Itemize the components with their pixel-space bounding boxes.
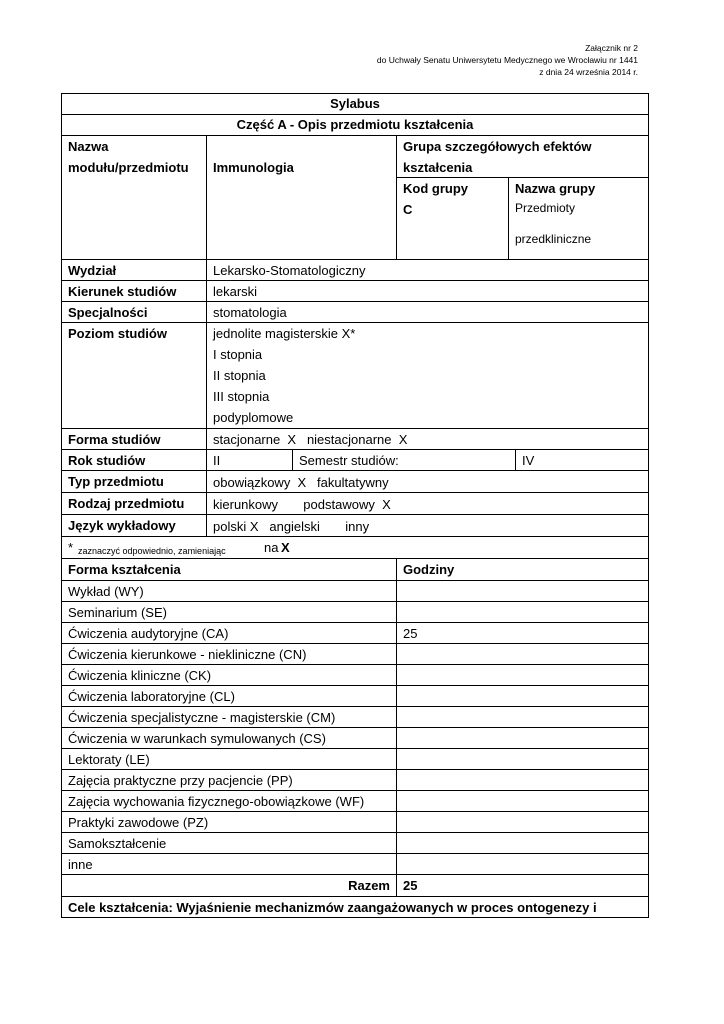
learning-goals: Cele kształcenia: Wyjaśnienie mechanizmów zaangażowanych w proces ontogenezy i [68,900,597,915]
speciality-label: Specjalności [68,305,148,320]
group-name-line-2: przedkliniczne [515,232,592,246]
direction-label: Kierunek studiów [68,284,177,299]
attachment-number: Załącznik nr 2 [585,43,638,53]
type-label: Typ przedmiotu [68,474,164,489]
table-row: Seminarium (SE) [68,605,167,620]
level-option: I stopnia [213,347,263,362]
group-name-label: Nazwa grupy [515,181,596,196]
table-row-hours: 25 [403,626,418,641]
speciality-value: stomatologia [213,305,287,320]
level-option: III stopnia [213,389,270,404]
level-label: Poziom studiów [68,326,167,341]
table-row: Wykład (WY) [68,584,144,599]
table-row: Ćwiczenia w warunkach symulowanych (CS) [68,731,326,746]
faculty-value: Lekarsko-Stomatologiczny [213,263,366,278]
language-value: polski X angielski inny [213,519,370,534]
kind-label: Rodzaj przedmiotu [68,496,185,511]
total-label: Razem [348,878,390,893]
type-value: obowiązkowy X fakultatywny [213,475,389,490]
table-row: Ćwiczenia laboratoryjne (CL) [68,689,235,704]
table-row: inne [68,857,93,872]
module-name: Immunologia [213,160,294,175]
note-mark: X [281,540,290,555]
group-code: C [403,202,413,217]
language-label: Język wykładowy [68,518,176,533]
group-header-2: kształcenia [403,160,473,175]
table-row: Ćwiczenia kierunkowe - niekliniczne (CN) [68,647,307,662]
note-text: zaznaczyć odpowiednio, zamieniając [78,546,226,556]
year-label: Rok studiów [68,453,146,468]
group-name-line-1: Przedmioty [515,201,576,215]
table-row: Lektoraty (LE) [68,752,150,767]
table-row: Zajęcia praktyczne przy pacjencie (PP) [68,773,293,788]
total-value: 25 [403,878,418,893]
semester-label: Semestr studiów: [299,453,399,468]
kind-value: kierunkowy podstawowy X [213,497,391,512]
year-value: II [213,453,221,468]
hours-header: Godziny [403,562,455,577]
form-label: Forma studiów [68,432,161,447]
resolution-date: z dnia 24 września 2014 r. [539,67,638,77]
note-suffix: na [264,540,279,555]
semester-value: IV [522,453,535,468]
resolution-reference: do Uchwały Senatu Uniwersytetu Medycznego we Wrocławiu nr 1441 [376,55,638,65]
direction-value: lekarski [213,284,258,299]
table-row: Samokształcenie [68,836,167,851]
group-header-1: Grupa szczegółowych efektów [403,139,592,154]
table-row: Ćwiczenia kliniczne (CK) [68,668,212,683]
module-label-1: Nazwa [68,139,109,154]
table-row: Praktyki zawodowe (PZ) [68,815,209,830]
level-option: podyplomowe [213,410,294,425]
level-option: jednolite magisterskie X* [213,326,356,341]
form-value: stacjonarne X niestacjonarne X [213,432,408,447]
group-code-label: Kod grupy [403,181,468,196]
table-row: Zajęcia wychowania fizycznego-obowiązkowe (WF) [68,794,365,809]
syllabus-title: Sylabus [330,96,380,111]
table-row: Ćwiczenia specjalistyczne - magisterskie (CM) [68,710,336,725]
level-option: II stopnia [213,368,266,383]
faculty-label: Wydział [68,263,117,278]
table-row: Ćwiczenia audytoryjne (CA) [68,626,229,641]
note-star: * [68,540,74,555]
forms-header: Forma kształcenia [68,562,181,577]
module-label-2: modułu/przedmiotu [68,160,189,175]
part-title: Część A - Opis przedmiotu kształcenia [236,117,474,132]
